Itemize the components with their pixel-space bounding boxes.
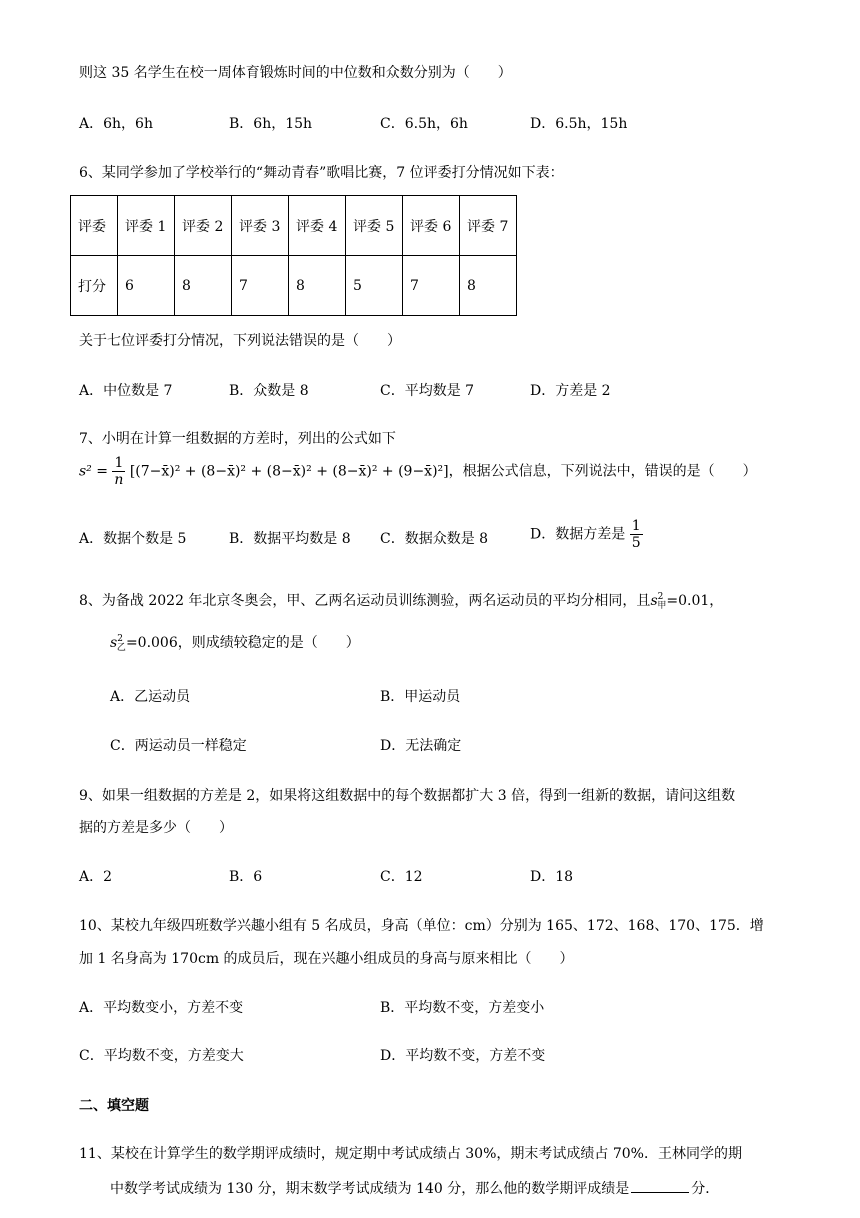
q7-tail: ，根据公式信息，下列说法中，错误的是（ ） <box>448 463 757 480</box>
q7-option-d <box>530 518 643 551</box>
q8-stem-text: 8、为备战 2022 年北京冬奥会，甲、乙两名运动员训练测验，两名运动员的平均分相同，且 <box>79 593 651 609</box>
answer-blank[interactable] <box>631 1192 689 1193</box>
q9-option-d: D．18 <box>530 869 574 885</box>
fraction-numerator: 1 <box>631 518 641 534</box>
q5-stem: 则这 35 名学生在校一周体育锻炼时间的中位数和众数分别为（ ） <box>79 65 512 81</box>
q6-question: 关于七位评委打分情况，下列说法错误的是（ ） <box>79 333 401 349</box>
table-header-cell: 评委 5 <box>346 196 403 256</box>
q9-line2: 据的方差是多少（ ） <box>79 820 233 836</box>
q11-unit: 分． <box>691 1181 720 1197</box>
squared-mark: 2 <box>657 592 664 602</box>
q10-option-d: D．平均数不变，方差不变 <box>380 1048 546 1064</box>
q7-option-a: A．数据个数是 5 <box>79 531 187 547</box>
q8-option-d: D．无法确定 <box>380 738 462 754</box>
q5-option-a: A．6h，6h <box>79 116 153 132</box>
table-header-cell: 评委 1 <box>118 196 175 256</box>
q10-line1: 10、某校九年级四班数学兴趣小组有 5 名成员，身高（单位：cm）分别为 165、172、168、170、175．增 <box>79 918 764 934</box>
scores-table <box>70 195 517 316</box>
variance-formula <box>79 455 757 499</box>
q11-line1: 11、某校在计算学生的数学期评成绩时，规定期中考试成绩占 30%，期末考试成绩占 70%．王林同学的期 <box>79 1146 742 1162</box>
q11-line2 <box>110 1178 719 1198</box>
fraction-denominator: 5 <box>631 535 641 551</box>
q9-option-b: B．6 <box>229 869 263 885</box>
table-header-cell: 评委 4 <box>289 196 346 256</box>
q7-stem: 7、小明在计算一组数据的方差时，列出的公式如下 <box>79 431 396 447</box>
table-cell: 5 <box>346 256 403 316</box>
table-header-cell: 评委 <box>71 196 118 256</box>
q10-option-a: A．平均数变小，方差不变 <box>79 1000 244 1016</box>
section-title: 二、填空题 <box>79 1098 149 1114</box>
q8-option-a: A．乙运动员 <box>110 689 191 705</box>
q10-line2: 加 1 名身高为 170cm 的成员后，现在兴趣小组成员的身高与原来相比（ ） <box>79 951 574 967</box>
q7-option-d-fraction <box>630 518 643 551</box>
table-row <box>71 196 517 256</box>
q10-option-c: C．平均数不变，方差变大 <box>79 1048 244 1064</box>
table-header-cell: 评委 6 <box>403 196 460 256</box>
table-cell: 6 <box>118 256 175 316</box>
s-jia: s <box>650 593 658 609</box>
q8-stem-2 <box>110 632 360 653</box>
table-header-cell: 评委 7 <box>460 196 517 256</box>
q6-option-c: C．平均数是 7 <box>380 383 475 399</box>
q5-option-d: D．6.5h，15h <box>530 116 628 132</box>
table-cell: 8 <box>175 256 232 316</box>
formula-lhs: s² = <box>79 463 108 480</box>
q6-option-d: D．方差是 2 <box>530 383 611 399</box>
formula-fraction <box>112 455 125 488</box>
jia-subscript: 甲 <box>657 601 667 611</box>
q6-stem: 6、某同学参加了学校举行的“舞动青春”歌唱比赛，7 位评委打分情况如下表： <box>79 165 564 181</box>
table-cell: 7 <box>403 256 460 316</box>
jia-value: =0.01， <box>666 593 724 609</box>
q9-line1: 9、如果一组数据的方差是 2，如果将这组数据中的每个数据都扩大 3 倍，得到一组新的数据，请问这组数 <box>79 788 736 804</box>
yi-subscript: 乙 <box>116 643 126 653</box>
table-cell: 8 <box>289 256 346 316</box>
table-row <box>71 256 517 316</box>
q6-option-b: B．众数是 8 <box>229 383 309 399</box>
q10-option-b: B．平均数不变，方差变小 <box>380 1000 545 1016</box>
q8-option-c: C．两运动员一样稳定 <box>110 738 247 754</box>
squared-mark: 2 <box>117 634 123 644</box>
s-yi: s <box>110 635 118 651</box>
q6-option-a: A．中位数是 7 <box>79 383 173 399</box>
yi-value: =0.006，则成绩较稳定的是（ ） <box>125 635 360 651</box>
q8-option-b: B．甲运动员 <box>380 689 461 705</box>
q9-option-c: C．12 <box>380 869 423 885</box>
q8-stem <box>79 590 723 611</box>
table-cell: 打分 <box>71 256 118 316</box>
q7-option-d-label: D．数据方差是 <box>530 526 626 543</box>
q11-line2-text: 中数学考试成绩为 130 分，期末数学考试成绩为 140 分，那么他的数学期评成绩是 <box>110 1181 630 1197</box>
table-cell: 7 <box>232 256 289 316</box>
q5-option-c: C．6.5h，6h <box>380 116 468 132</box>
fraction-numerator: 1 <box>114 455 124 471</box>
table-header-cell: 评委 2 <box>175 196 232 256</box>
q7-option-b: B．数据平均数是 8 <box>229 531 351 547</box>
formula-body: [(7−x̄)² + (8−x̄)² + (8−x̄)² + (8−x̄)² + (9−x̄)²] <box>129 463 449 480</box>
fraction-denominator: n <box>114 472 124 488</box>
q9-option-a: A．2 <box>79 869 113 885</box>
q7-option-c: C．数据众数是 8 <box>380 531 489 547</box>
table-header-cell: 评委 3 <box>232 196 289 256</box>
table-cell: 8 <box>460 256 517 316</box>
q5-option-b: B．6h，15h <box>229 116 313 132</box>
